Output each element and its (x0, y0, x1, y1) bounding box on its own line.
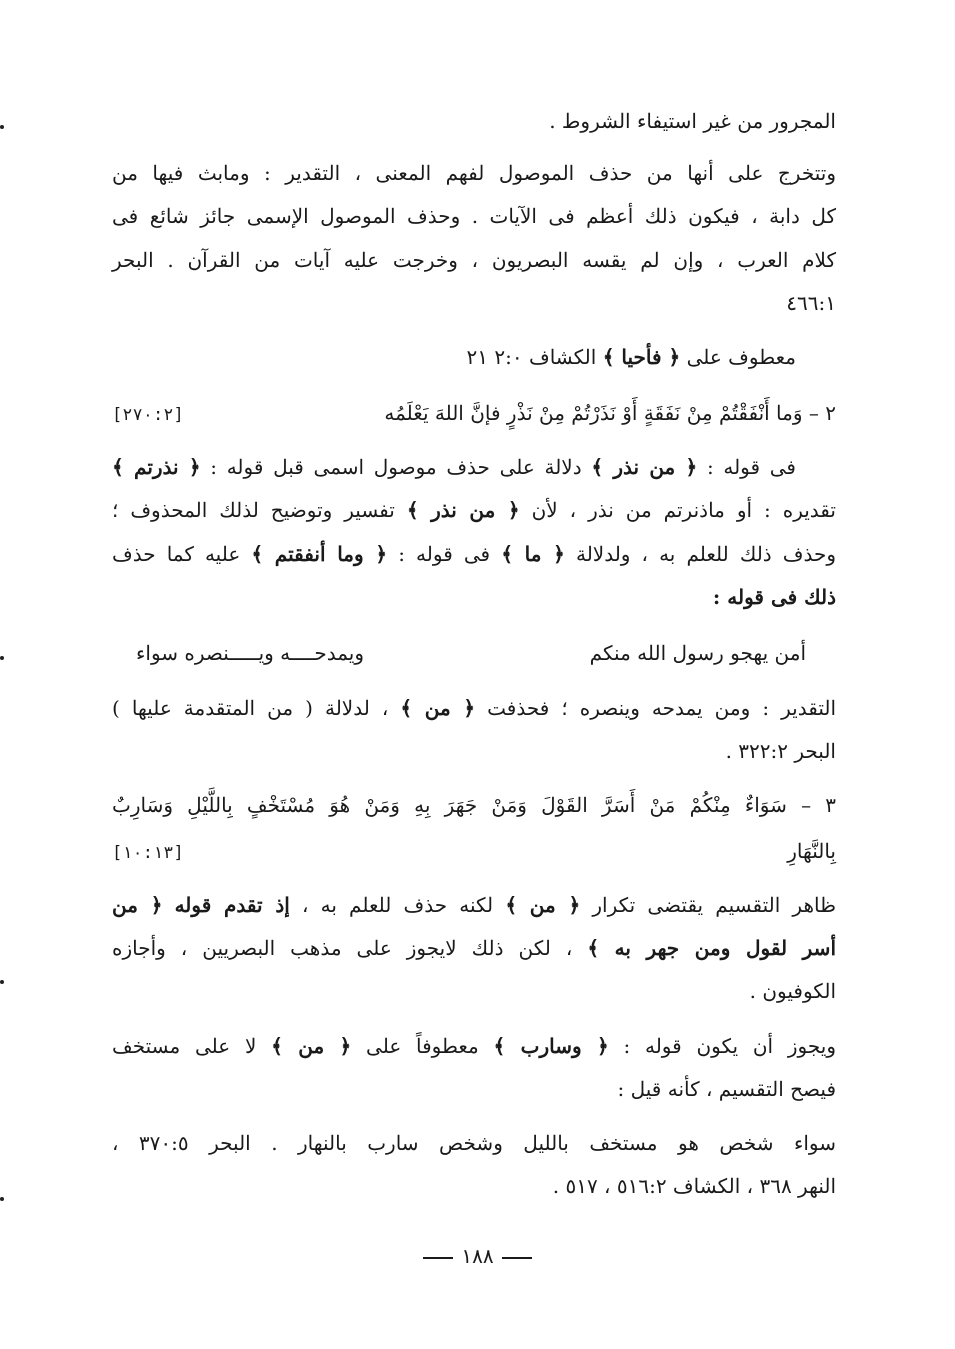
text-line: أسر لقول ومن جهر به ﴾ ، لكن ذلك لايجوز على مذهب البصريين ، وأجازه (112, 936, 836, 960)
text-line: ظاهر التقسيم يقتضى تكرار ﴿ من ﴾ لكنه حذف للعلم به ، إذ تقدم قوله ﴿ من (112, 893, 837, 917)
text-line: معطوف على ﴿ فأحيا ﴾ الكشاف ٢:٠ ٢١ (466, 345, 796, 369)
reference-line: البحر ٣٢٢:٢ . (725, 739, 836, 763)
text-line: فيصح التقسيم ، كأنه قيل : (617, 1077, 836, 1101)
page-number: ١٨٨ (0, 1244, 955, 1268)
text-line: سواء شخص هو مستخف بالليل وشخص سارب بالنهار . البحر ٣٧٠:٥ ، (112, 1131, 836, 1155)
reference-line: ٤٦٦:١ (786, 291, 836, 315)
dash-decoration (502, 1257, 532, 1259)
dash-decoration (423, 1257, 453, 1259)
text-line: وتتخرج على أنها من حذف الموصول لفهم المعنى ، التقدير : ومابث فيها من (112, 161, 836, 185)
scan-edge-mark (0, 125, 4, 129)
text-line: كل دابة ، فيكون ذلك أعظم فى الآيات . وحذف الموصول الإسمى جائز شائع فى (112, 204, 836, 228)
text-line: النهر ٣٦٨ ، الكشاف ٥١٦:٢ ، ٥١٧ . (552, 1174, 836, 1198)
verse-reference: [٢٧٠:٢] (112, 405, 184, 425)
poem-verse (136, 640, 806, 666)
quran-verse-3: ٣ – سَوَاءٌ مِنْكُمْ مَنْ أَسَرَّ القَوْلَ وَمَنْ جَهَرَ بِهِ وَمَنْ هُوَ مُسْتَخْفٍ بِاللَّيْلِ وَسَارِبٌ (112, 793, 836, 817)
text-line: ويجوز أن يكون قوله : ﴿ وسارب ﴾ معطوفاً على ﴿ من ﴾ لا على مستخف (112, 1034, 836, 1058)
poem-hemistich-left: ويمدحــــه ويـــــنصره سواء (136, 641, 364, 665)
text-line: ذلك فى قوله : (712, 585, 836, 609)
scan-edge-mark (0, 656, 4, 660)
text-line: تقديره : أو ماذنرتم من نذر ، لأن ﴿ من نذر ﴾ تفسير وتوضيح لذلك المحذوف ؛ (112, 498, 836, 522)
text-line: المجرور من غير استيفاء الشروط . (549, 109, 836, 133)
text-line: فى قوله : ﴿ من نذر ﴾ دلالة على حذف موصول اسمى قبل قوله : ﴿ نذرتم ﴾ (112, 455, 796, 479)
verse-reference: [١٠:١٣] (112, 843, 184, 863)
scan-edge-mark (0, 1197, 4, 1201)
poem-hemistich-right: أمن يهجو رسول الله منكم (589, 641, 806, 665)
text-line: وحذف ذلك للعلم به ، ولدلالة ﴿ ما ﴾ فى قوله : ﴿ وما أنفقتم ﴾ عليه كما حذف (112, 542, 837, 566)
text-line: الكوفيون . (749, 979, 836, 1003)
text-line: التقدير : ومن يمدحه وينصره ؛ فحذفت ﴿ من ﴾ ، لدلالة ( من المتقدمة عليها ) (112, 696, 837, 720)
quran-verse-3-cont: بِالنَّهَارِ [١٠:١٣] (112, 838, 836, 866)
text-line: كلام العرب ، وإن لم يقسه البصريون ، وخرجت عليه آيات من القرآن . البحر (112, 248, 836, 272)
scan-edge-mark (0, 980, 4, 984)
quran-verse-2: ٢ – وَما أَنْفَقْتُمْ مِنْ نَفَقَةٍ أَوْ نَذَرْتُمْ مِنْ نَذْرٍ فإنَّ اللهَ يَعْلَمُه [٢٧٠:٢] (112, 400, 836, 428)
